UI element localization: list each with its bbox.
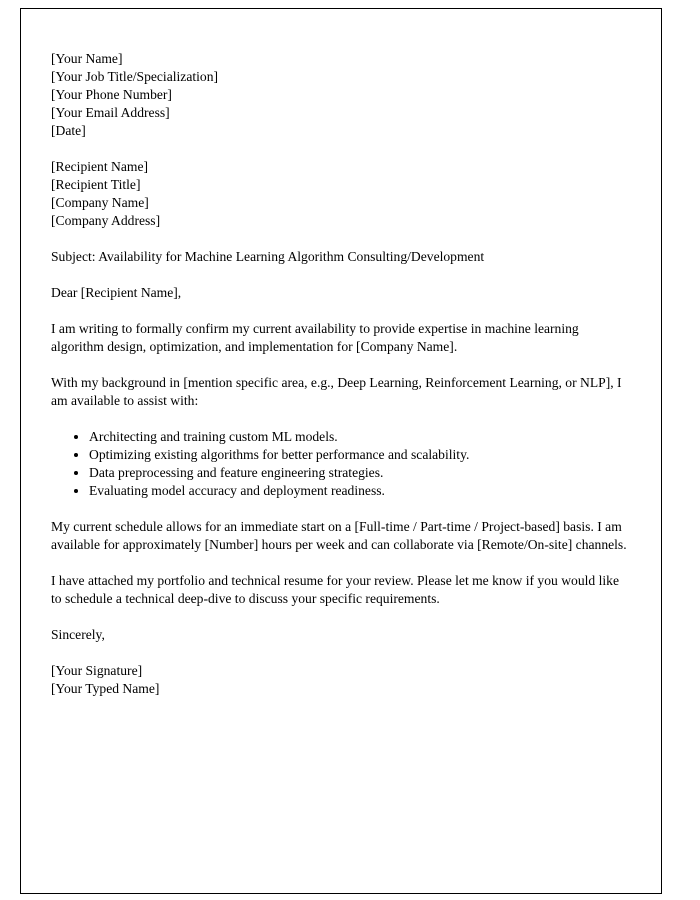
company-name: [Company Name] [51, 195, 149, 210]
sender-email: [Your Email Address] [51, 105, 170, 120]
recipient-title: [Recipient Title] [51, 177, 141, 192]
recipient-block [51, 158, 631, 230]
company-address: [Company Address] [51, 213, 161, 228]
recipient-name: [Recipient Name] [51, 159, 149, 174]
signature-placeholder: [Your Signature] [51, 663, 143, 678]
capabilities-list [51, 428, 631, 500]
letter-date: [Date] [51, 123, 86, 138]
sender-job-title: [Your Job Title/Specialization] [51, 69, 219, 84]
closing: Sincerely, [51, 627, 105, 642]
paragraph-background: With my background in [mention specific area, e.g., Deep Learning, Reinforcement Learning, or NLP], I am available to assist with: [51, 375, 622, 408]
sender-block [51, 50, 631, 140]
paragraph-schedule: My current schedule allows for an immediate start on a [Full-time / Part-time / Project-based] basis. I am available for approximately [Number] hours per week and can collaborate via [Remote/On-site] channels. [51, 519, 627, 552]
list-item: • Architecting and training custom ML models. [89, 428, 631, 446]
salutation: Dear [Recipient Name], [51, 285, 182, 300]
sender-name: [Your Name] [51, 51, 123, 66]
sender-phone: [Your Phone Number] [51, 87, 172, 102]
paragraph-intro: I am writing to formally confirm my current availability to provide expertise in machine learning algorithm design, optimization, and implementation for [Company Name]. [51, 321, 579, 354]
paragraph-attachment: I have attached my portfolio and technical resume for your review. Please let me know if you would like to schedule a technical deep-dive to discuss your specific requirements. [51, 573, 619, 606]
subject-line: Subject: Availability for Machine Learning Algorithm Consulting/Development [51, 249, 485, 264]
list-item: • Data preprocessing and feature engineering strategies. [89, 464, 631, 482]
typed-name-placeholder: [Your Typed Name] [51, 681, 160, 696]
letter-page [20, 8, 662, 894]
list-item: • Optimizing existing algorithms for better performance and scalability. [89, 446, 631, 464]
list-item: • Evaluating model accuracy and deployment readiness. [89, 482, 631, 500]
signature-block [51, 662, 631, 698]
